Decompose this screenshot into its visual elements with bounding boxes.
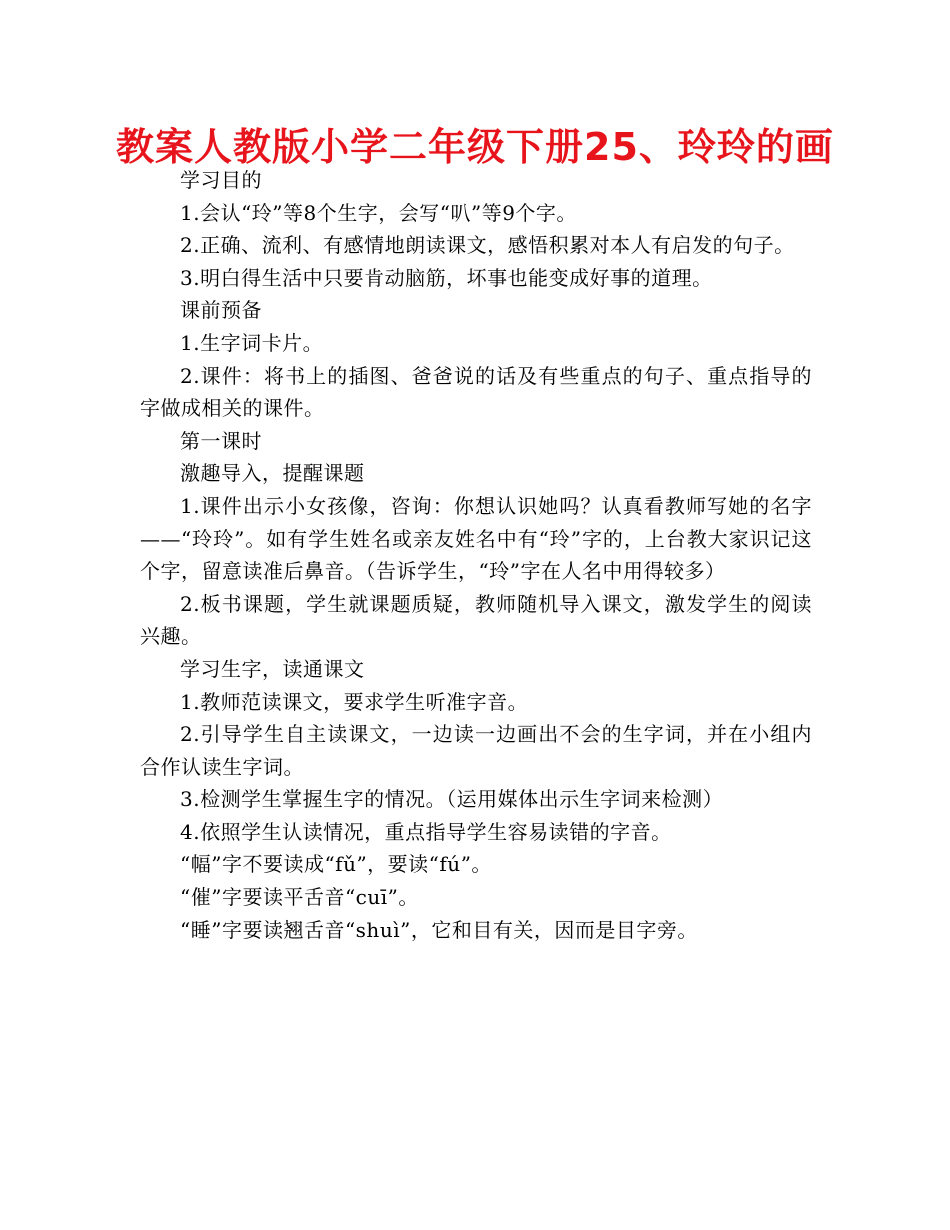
introduction-item-2: 2.板书课题，学生就课题质疑，教师随机导入课文，激发学生的阅读兴趣。 (140, 591, 812, 649)
subsection-heading-introduction: 激趣导入，提醒课题 (180, 461, 365, 486)
learning-item-3: 3.检测学生掌握生字的情况。（运用媒体出示生字词来检测） (180, 787, 724, 812)
learning-item-4: 4.依照学生认读情况，重点指导学生容易读错的字音。 (180, 819, 672, 844)
preparation-item-2: 2.课件：将书上的插图、爸爸说的话及有些重点的句子、重点指导的字做成相关的课件。 (140, 363, 812, 421)
learning-item-2: 2.引导学生自主读课文，一边读一边画出不会的生字词，并在小组内合作认读生字词。 (140, 722, 812, 779)
introduction-item-1: 1.课件出示小女孩像，咨询：你想认识她吗？认真看教师写她的名字——“玲玲”。如有学生姓名或亲友姓名中有“玲”字的，上台教大家识记这个字，留意读准后鼻音。（告诉学生，“玲”字在人名中用得较多） (140, 493, 812, 584)
document-body (140, 164, 812, 946)
pronunciation-note-shui: “睡”字要读翘舌音“shuì”，它和目有关，因而是目字旁。 (180, 917, 698, 942)
preparation-item-1: 1.生字词卡片。 (180, 330, 324, 355)
objective-item-2: 2.正确、流利、有感情地朗读课文，感悟积累对本人有启发的句子。 (180, 233, 795, 258)
document-title: 教案人教版小学二年级下册25、玲玲的画 (116, 125, 834, 169)
objective-item-1: 1.会认“玲”等8个生字，会写“叭”等9个字。 (180, 200, 577, 225)
pronunciation-note-cui: “催”字要读平舌音“cuī”。 (180, 885, 419, 910)
section-heading-objectives: 学习目的 (180, 168, 262, 192)
section-heading-preparation: 课前预备 (180, 298, 262, 323)
objective-item-3: 3.明白得生活中只要肯动脑筋，坏事也能变成好事的道理。 (180, 265, 713, 290)
learning-item-1: 1.教师范读课文，要求学生听准字音。 (180, 689, 529, 714)
pronunciation-note-fu: “幅”字不要读成“fǔ”，要读“fú”。 (180, 852, 492, 877)
section-heading-lesson-one: 第一课时 (180, 428, 262, 453)
subsection-heading-learning-characters: 学习生字，读通课文 (180, 656, 365, 681)
